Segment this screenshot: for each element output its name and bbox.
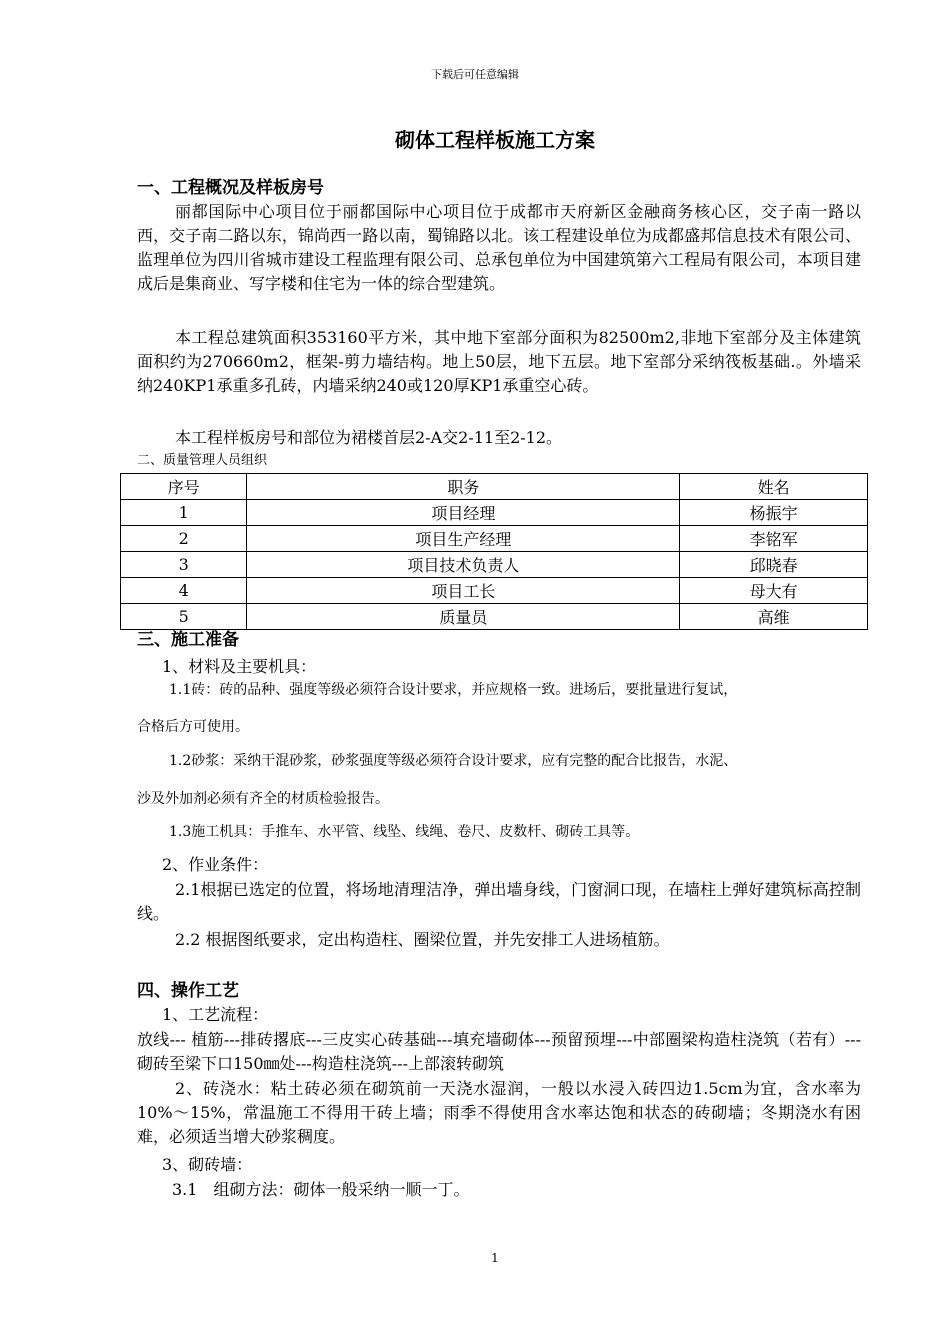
cell-name: 杨振宇 xyxy=(680,500,868,526)
cell-position: 项目技术负责人 xyxy=(247,552,680,578)
cell-index: 2 xyxy=(121,526,247,552)
process-flow: 放线--- 植筋---排砖撂底---三皮实心砖基础---填充墙砌体---预留预埋---中部圈梁构造柱浇筑（若有）---砌砖至梁下口150㎜处---构造柱浇筑---上部滚转砌筑 xyxy=(137,1030,861,1073)
table-row xyxy=(121,500,868,526)
section-4-subheading-1: 1、工艺流程： xyxy=(162,1005,269,1024)
table-row xyxy=(121,526,868,552)
section-4-brick-watering: 2、砖浇水：粘土砖必须在砌筑前一天浇水湿润，一般以水浸入砖四边1.5cm为宜，含水率为10%～15%，常温施工不得用干砖上墙；雨季不得使用含水率达饱和状态的砖砌墙；冬期浇水有困难，必须适当增大砂浆稠度。 xyxy=(137,1079,861,1146)
item-1-3: 1.3施工机具：手推车、水平管、线坠、线绳、卷尺、皮数杆、砌砖工具等。 xyxy=(169,824,640,840)
cell-name: 邱晓春 xyxy=(680,552,868,578)
header-cell-position: 职务 xyxy=(247,474,680,500)
item-3-1: 3.1 组砌方法：砌体一般采纳一顺一丁。 xyxy=(172,1180,470,1199)
page-number: 1 xyxy=(491,1251,499,1265)
cell-name: 高维 xyxy=(680,604,868,630)
item-2-2: 2.2 根据图纸要求，定出构造柱、圈梁位置，并先安排工人进场植筋。 xyxy=(175,930,670,949)
item-1-2-line-1: 1.2砂浆：采纳干混砂浆，砂浆强度等级必须符合设计要求，应有完整的配合比报告，水泥、 xyxy=(169,753,738,769)
item-1-1-line-2: 合格后方可使用。 xyxy=(137,719,249,735)
cell-index: 4 xyxy=(121,578,247,604)
section-1-heading: 一、工程概况及样板房号 xyxy=(137,178,324,198)
header-cell-name: 姓名 xyxy=(680,474,868,500)
cell-position: 质量员 xyxy=(247,604,680,630)
cell-name: 李铭军 xyxy=(680,526,868,552)
section-4-subheading-3: 3、砌砖墙： xyxy=(162,1155,253,1174)
table-row xyxy=(121,552,868,578)
section-1-paragraph-3: 本工程样板房号和部位为裙楼首层2-A交2-11至2-12。 xyxy=(175,428,563,447)
cell-index: 5 xyxy=(121,604,247,630)
cell-position: 项目生产经理 xyxy=(247,526,680,552)
header-note: 下载后可任意编辑 xyxy=(431,68,519,81)
section-4-heading: 四、操作工艺 xyxy=(137,981,239,1001)
section-3-subheading-2: 2、作业条件： xyxy=(162,855,269,874)
section-1-paragraph-1: 丽都国际中心项目位于丽都国际中心项目位于成都市天府新区金融商务核心区，交子南一路以西，交子南二路以东，锦尚西一路以南，蜀锦路以北。该工程建设单位为成都盛邦信息技术有限公司、监理单位为四川省城市建设工程监理有限公司、总承包单位为中国建筑第六工程局有限公司，本项目建成后是集商业、写字楼和住宅为一体的综合型建筑。 xyxy=(137,202,861,293)
cell-position: 项目经理 xyxy=(247,500,680,526)
cell-position: 项目工长 xyxy=(247,578,680,604)
cell-index: 1 xyxy=(121,500,247,526)
section-2-heading: 二、质量管理人员组织 xyxy=(137,453,268,468)
item-1-1-line-1: 1.1砖：砖的品种、强度等级必须符合设计要求，并应规格一致。进场后，要批量进行复试， xyxy=(169,682,738,698)
section-3-subheading-1: 1、材料及主要机具： xyxy=(162,657,317,676)
cell-index: 3 xyxy=(121,552,247,578)
staff-table xyxy=(120,473,868,630)
item-2-1: 2.1根据已选定的位置，将场地清理洁净，弹出墙身线，门窗洞口现，在墙柱上弹好建筑标高控制线。 xyxy=(137,880,861,923)
table-row xyxy=(121,604,868,630)
cell-name: 母大有 xyxy=(680,578,868,604)
table-header-row xyxy=(121,474,868,500)
table-row xyxy=(121,578,868,604)
header-cell-index: 序号 xyxy=(121,474,247,500)
section-3-heading: 三、施工准备 xyxy=(137,630,239,650)
section-1-paragraph-2: 本工程总建筑面积353160平方米，其中地下室部分面积为82500m2,非地下室部分及主体建筑面积约为270660m2，框架-剪力墙结构。地上50层，地下五层。地下室部分采纳筏板基础.。外墙采纳240KP1承重多孔砖，内墙采纳240或120厚KP1承重空心砖。 xyxy=(137,328,861,395)
item-1-2-line-2: 沙及外加剂必须有齐全的材质检验报告。 xyxy=(137,791,389,807)
document-title: 砌体工程样板施工方案 xyxy=(395,128,595,152)
